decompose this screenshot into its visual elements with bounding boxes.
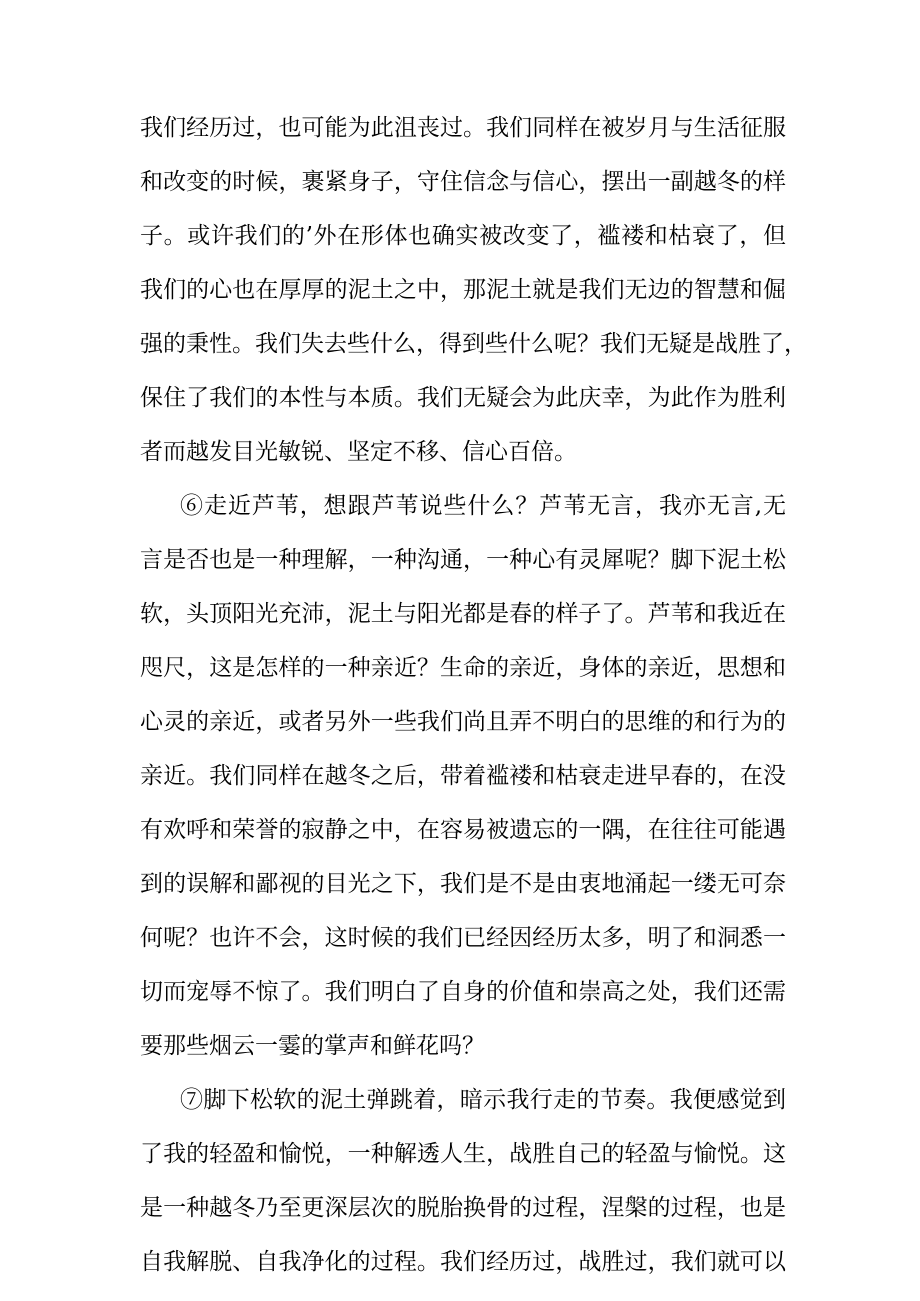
text-line: 我们的心也在厚厚的泥土之中，那泥土就是我们无边的智慧和倔 [140,277,786,303]
text-line: 者而越发目光敏锐、坚定不移、信心百倍。 [140,439,577,465]
paragraph-6-first-line: ⑥走近芦苇，想跟芦苇说些什么？芦苇无言，我亦无言,无 [180,493,786,519]
text-line: 咫尺，这是怎样的一种亲近？生命的亲近，身体的亲近，思想和 [140,655,786,681]
text-line: 要那些烟云一霎的掌声和鲜花吗？ [140,1033,485,1059]
text-line: 强的秉性。我们失去些什么，得到些什么呢？我们无疑是战胜了， [140,331,807,357]
text-line: 亲近。我们同样在越冬之后，带着褴褛和枯衰走进早春的，在没 [140,763,786,789]
text-line: 软，头顶阳光充沛，泥土与阳光都是春的样子了。芦苇和我近在 [140,601,786,627]
text-line: 切而宠辱不惊了。我们明白了自身的价值和崇高之处，我们还需 [140,979,786,1005]
text-line: 子。或许我们的’外在形体也确实被改变了，褴褛和枯衰了，但 [140,223,786,249]
text-line: 我们经历过，也可能为此沮丧过。我们同样在被岁月与生活征服 [140,115,786,141]
text-line: 有欢呼和荣誉的寂静之中，在容易被遗忘的一隅，在往往可能遇 [140,817,786,843]
paragraph-7-first-line: ⑦脚下松软的泥土弹跳着，暗示我行走的节奏。我便感觉到 [180,1087,786,1113]
text-line: 心灵的亲近，或者另外一些我们尚且弄不明白的思维的和行为的 [140,709,786,735]
text-line: 言是否也是一种理解，一种沟通，一种心有灵犀呢？脚下泥土松 [140,547,786,573]
text-line: 保住了我们的本性与本质。我们无疑会为此庆幸，为此作为胜利 [140,385,786,411]
text-line: 何呢？也许不会，这时候的我们已经因经历太多，明了和洞悉一 [140,925,786,951]
text-line: 和改变的时候，裹紧身子，守住信念与信心，摆出一副越冬的样 [140,169,786,195]
text-line: 自我解脱、自我净化的过程。我们经历过，战胜过，我们就可以 [140,1249,786,1275]
text-line: 是一种越冬乃至更深层次的脱胎换骨的过程，涅槃的过程，也是 [140,1195,786,1221]
text-line: 了我的轻盈和愉悦，一种解透人生，战胜自己的轻盈与愉悦。这 [140,1141,786,1167]
text-line: 到的误解和鄙视的目光之下，我们是不是由衷地涌起一缕无可奈 [140,871,786,897]
